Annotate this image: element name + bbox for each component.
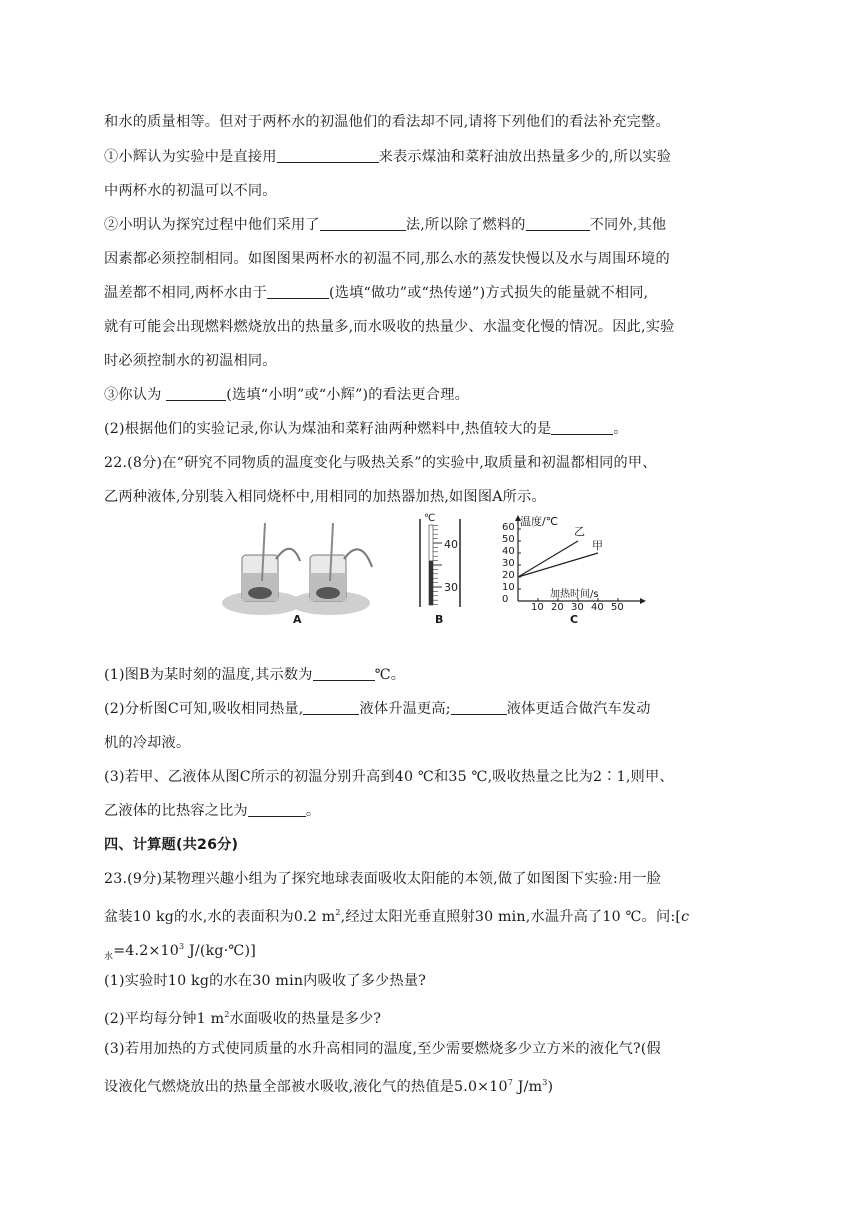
chart-y-tick-label: 20 xyxy=(502,570,515,581)
figure-a-label: A xyxy=(293,613,302,626)
answer-blank[interactable] xyxy=(303,700,359,715)
chart-series-label: 乙 xyxy=(574,525,585,538)
thermometer-tick-label: 40 xyxy=(444,538,458,551)
thermometer-tick-label: 30 xyxy=(444,581,458,594)
question-1-line: ①小辉认为实验中是直接用 来表示煤油和菜籽油放出热量多少的,所以实验 xyxy=(104,149,672,165)
question-2-line: ②小明认为探究过程中他们采用了 法,所以除了燃料的 不同外,其他 xyxy=(104,217,667,233)
chart-y-tick-label: 30 xyxy=(502,558,515,569)
chart-x-tick-label: 50 xyxy=(611,602,624,613)
text-line: 时必须控制水的初温相同。 xyxy=(104,353,277,369)
question-23-3-line: (3)若用加热的方式使同质量的水升高相同的温度,至少需要燃烧多少立方米的液化气?(假 xyxy=(104,1041,661,1057)
chart-y-tick-label: 40 xyxy=(502,546,515,557)
thermometer-unit: ℃ xyxy=(424,513,436,524)
answer-blank[interactable] xyxy=(277,148,379,163)
figure-b-label: B xyxy=(435,613,444,626)
answer-blank[interactable] xyxy=(248,802,306,817)
chart-series-line-2 xyxy=(518,553,598,577)
text-line: 设液化气燃烧放出的热量全部被水吸收,液化气的热值是$5.0\times 10^7$ $J/m^3$) xyxy=(104,1078,554,1095)
chart-series-label: 甲 xyxy=(592,539,603,552)
chart-x-tick-label: 30 xyxy=(571,602,584,613)
figure-c-label: C xyxy=(570,613,579,626)
text-line: 机的冷却液。 xyxy=(104,735,191,751)
text-line: 盆装10 kg的水,水的表面积为0.2 $m^2$,经过太阳光垂直照射30 min,水温升高了10 ℃。问:[c xyxy=(104,908,690,925)
chart-y-tick-label: 60 xyxy=(502,522,515,533)
chart-x-tick-label: 10 xyxy=(531,602,544,613)
answer-blank[interactable] xyxy=(267,284,329,299)
text-line: 因素都必须控制相同。如图图果两杯水的初温不同,那么水的蒸发快慢以及水与周围环境的 xyxy=(104,251,670,267)
text-line: 就有可能会出现燃料燃烧放出的热量多,而水吸收的热量少、水温变化慢的情况。因此,实验 xyxy=(104,319,675,335)
chart-series-line-1 xyxy=(518,541,578,577)
answer-blank[interactable] xyxy=(451,700,507,715)
answer-blank[interactable] xyxy=(166,386,226,401)
question-22-header: 22.(8分)在“研究不同物质的温度变化与吸热关系”的实验中,取质量和初温都相同的甲、 xyxy=(104,455,657,471)
question-23-2-line: (2)平均每分钟1 $m^2$水面吸收的热量是多少? xyxy=(104,1010,382,1027)
chart-y-tick-label: 0 xyxy=(502,594,509,605)
text-line: 温差都不相同,两杯水由于 (选填“做功”或“热传递”)方式损失的能量就不相同, xyxy=(104,285,649,301)
chart-y-tick-label: 10 xyxy=(502,582,515,593)
experiment-figure xyxy=(220,515,660,630)
answer-blank[interactable] xyxy=(313,666,375,681)
question-23-header: 23.(9分)某物理兴趣小组为了探究地球表面吸收太阳能的本领,做了如图图下实验:用一脸 xyxy=(104,871,662,887)
text-line: 中两杯水的初温可以不同。 xyxy=(104,183,277,199)
answer-blank[interactable] xyxy=(320,216,406,231)
question-3-line: ③你认为 (选填“小明”或“小辉”)的看法更合理。 xyxy=(104,387,469,403)
section-heading: 四、计算题(共26分) xyxy=(104,837,239,853)
chart-x-tick-label: 40 xyxy=(591,602,604,613)
question-22-2-line: (2)分析图C可知,吸收相同热量, 液体升温更高; 液体更适合做汽车发动 xyxy=(104,701,651,717)
text-line: $_水=4.2\times 10^3$ J/(kg·℃)] xyxy=(104,942,256,962)
chart-y-axis-label: 温度/℃ xyxy=(520,515,559,528)
question-22-1-line: (1)图B为某时刻的温度,其示数为 ℃。 xyxy=(104,667,406,683)
figure-a-beakers xyxy=(222,523,372,615)
question-22-3-line: (3)若甲、乙液体从图C所示的初温分别升高到40 ℃和35 ℃,吸收热量之比为2∶1,则甲、 xyxy=(104,769,674,785)
text-line: 乙两种液体,分别装入相同烧杯中,用相同的加热器加热,如图图A所示。 xyxy=(104,489,546,505)
text-line: 乙液体的比热容之比为 。 xyxy=(104,803,321,819)
chart-x-axis-label: 加热时间/s xyxy=(550,589,599,600)
answer-blank[interactable] xyxy=(551,420,613,435)
question-part-2-line: (2)根据他们的实验记录,你认为煤油和菜籽油两种燃料中,热值较大的是 。 xyxy=(104,421,628,437)
chart-y-tick-label: 50 xyxy=(502,534,515,545)
answer-blank[interactable] xyxy=(526,216,590,231)
chart-x-tick-label: 20 xyxy=(551,602,564,613)
question-23-1-line: (1)实验时10 kg的水在30 min内吸收了多少热量? xyxy=(104,973,427,989)
text-line: 和水的质量相等。但对于两杯水的初温他们的看法却不同,请将下列他们的看法补充完整。 xyxy=(104,114,670,130)
